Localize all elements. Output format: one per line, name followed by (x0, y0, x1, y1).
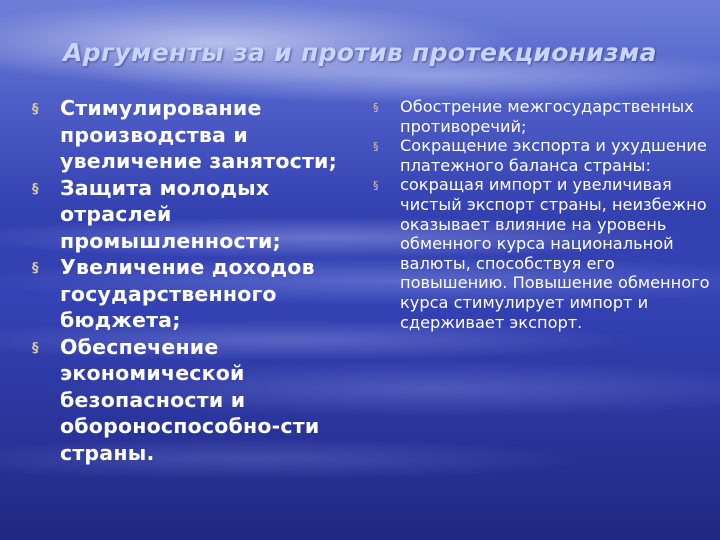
list-item-text: Стимулирование производства и увеличение занятости; (60, 96, 337, 173)
square-bullet-icon: § (32, 181, 39, 197)
square-bullet-icon: § (373, 140, 379, 154)
square-bullet-icon: § (373, 179, 379, 193)
list-item-text: Сокращение экспорта и ухудшение платежного баланса страны: (400, 136, 707, 175)
list-item-text: Защита молодых отраслей промышленности; (60, 175, 281, 253)
list-item (372, 97, 712, 136)
slide-title: Аргументы за и против протекционизма (63, 38, 657, 67)
square-bullet-icon: § (32, 102, 39, 117)
arguments-for-list (30, 95, 360, 466)
list-item (30, 334, 360, 467)
list-item (372, 175, 712, 332)
list-item (30, 254, 360, 334)
list-item (30, 175, 360, 255)
list-item-text: Обострение межгосударственных противоречий; (400, 97, 694, 136)
list-item (30, 95, 360, 175)
list-item-text: Увеличение доходов государственного бюджета; (60, 255, 315, 332)
list-item (372, 136, 712, 175)
square-bullet-icon: § (373, 101, 379, 114)
list-item-text: Обеспечение экономической безопасности и обороноспособно-сти страны. (60, 334, 320, 465)
list-item-text: сокращая импорт и увеличивая чистый экспорт страны, неизбежно оказывает влияние на уровень обменного курса национальной валюты, способствуя его повышению. Повышение обменного курса стимулирует импорт и сдерживает экспорт. (400, 175, 710, 332)
arguments-against-list (372, 97, 712, 332)
square-bullet-icon: § (32, 261, 39, 276)
square-bullet-icon: § (32, 340, 39, 356)
